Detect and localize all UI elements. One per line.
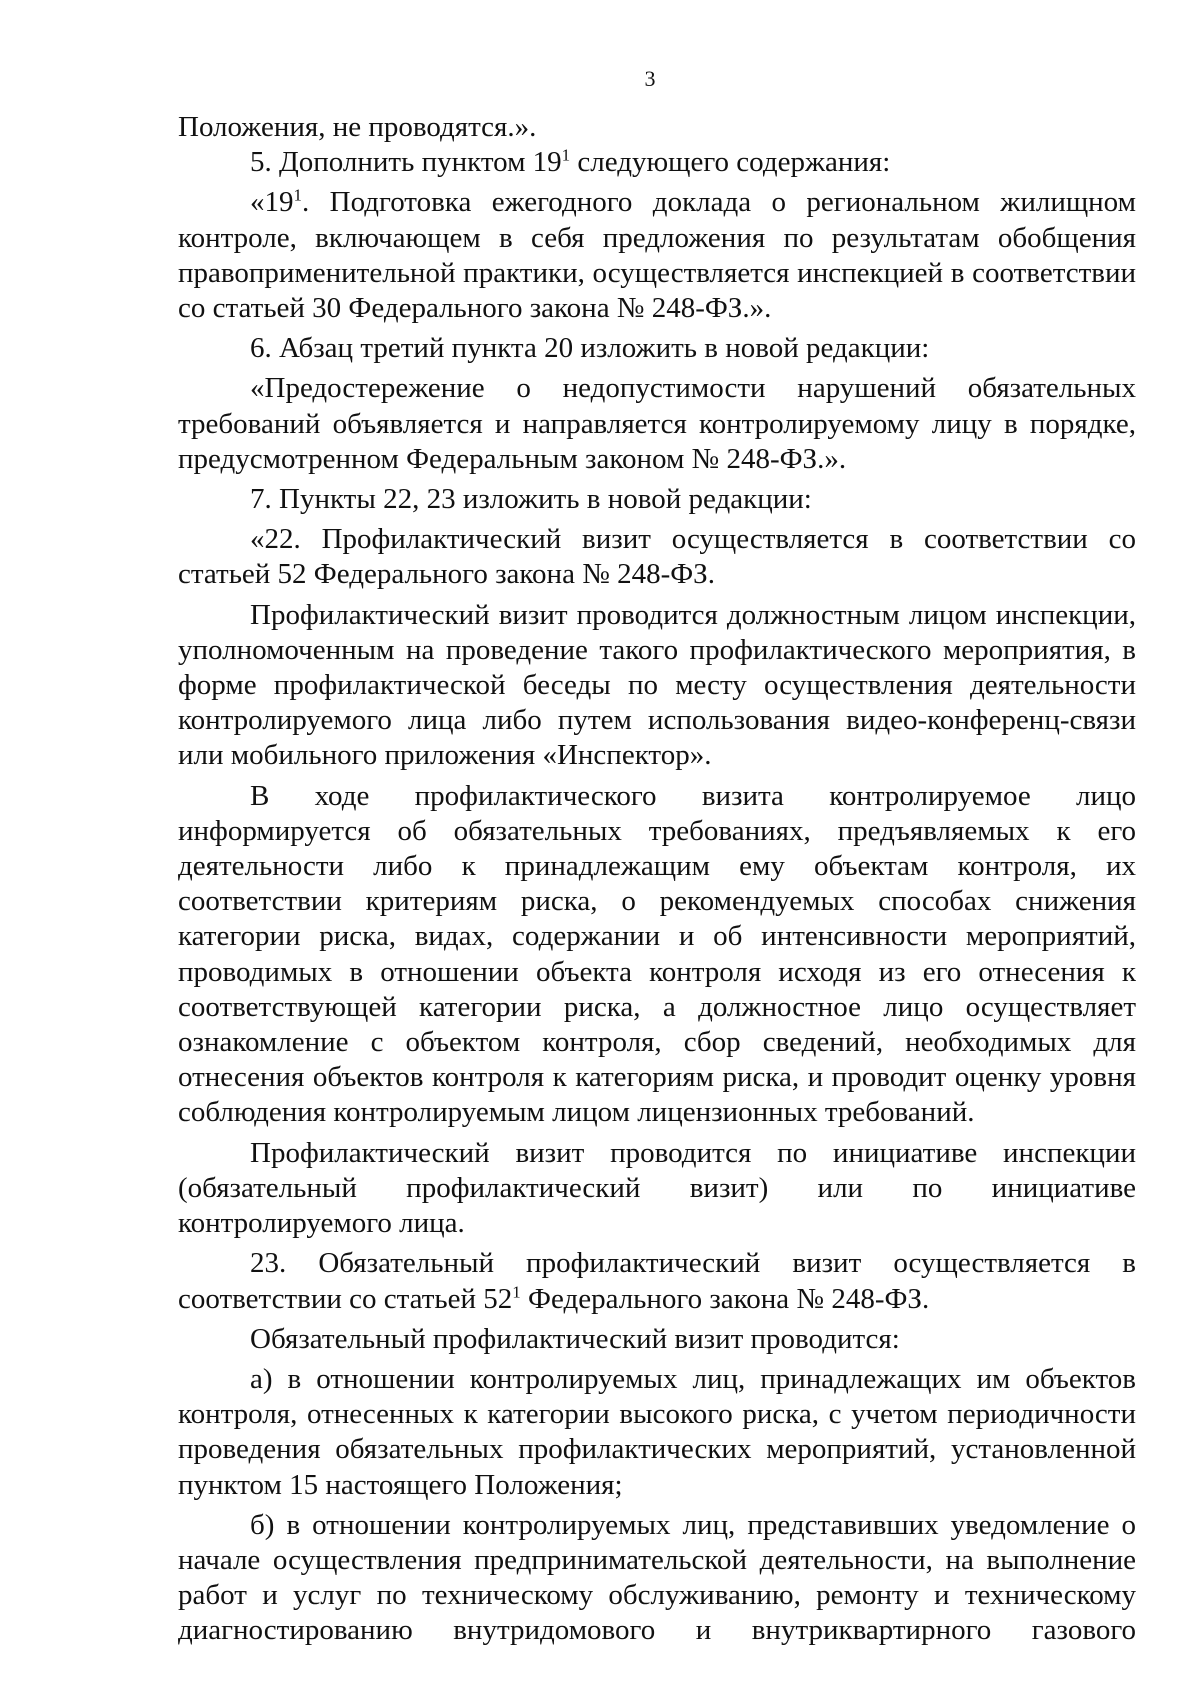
paragraph-visit-initiative: Профилактический визит проводится по инициативе инспекции (обязательный профилактический визит) или по инициативе контролируемого лица. xyxy=(178,1136,1136,1240)
paragraph-item-6: 6. Абзац третий пункта 20 изложить в новой редакции: xyxy=(250,332,930,365)
superscript: 1 xyxy=(561,145,571,165)
superscript: 1 xyxy=(293,185,302,205)
paragraph-text: 23. Обязательный профилактический визит осуществляется в соответствии со статьей 52 xyxy=(178,1247,1136,1315)
paragraph-text: «19 xyxy=(250,186,294,219)
page-number: 3 xyxy=(644,66,656,91)
paragraph-continuation: Положения, не проводятся.». xyxy=(178,111,537,143)
superscript: 1 xyxy=(512,1281,521,1301)
paragraph-item-22: «22. Профилактический визит осуществляется в соответствии со статьей 52 Федерального закона № 248-ФЗ. xyxy=(178,523,1136,591)
paragraph-subitem-b: б) в отношении контролируемых лиц, представивших уведомление о начале осуществления предпринимательской деятельности, на выполнение работ и услуг по техническому обслуживанию, ремонту и техническому диагностированию внутридомового и внутриквартирного газового xyxy=(178,1508,1136,1647)
paragraph-item-19-1 xyxy=(178,185,1136,326)
paragraph-text: 5. Дополнить пунктом 19 xyxy=(250,146,562,179)
document-body xyxy=(178,110,1136,1649)
paragraph-item-7: 7. Пункты 22, 23 изложить в новой редакции: xyxy=(250,483,812,516)
paragraph-subitem-a: а) в отношении контролируемых лиц, принадлежащих им объектов контроля, отнесенных к категории высокого риска, с учетом периодичности проведения обязательных профилактических мероприятий, установленной пунктом 15 настоящего Положения; xyxy=(178,1362,1136,1501)
paragraph-text: Федерального закона № 248-ФЗ. xyxy=(520,1282,930,1315)
paragraph-text: . Подготовка ежегодного доклада о региональном жилищном контроле, включающем в себя предложения по результатам обобщения правоприменительной практики, осуществляется инспекцией в соответствии со статьей 30 Федерального закона № 248-ФЗ.». xyxy=(178,186,1136,325)
paragraph-visit-content: В ходе профилактического визита контролируемое лицо информируется об обязательных требованиях, предъявляемых к его деятельности либо к принадлежащим ему объектам контроля, их соответствии критериям риска, о рекомендуемых способах снижения категории риска, видах, содержании и об интенсивности мероприятий, проводимых в отношении объекта контроля исходя из его отнесения к соответствующей категории риска, а должностное лицо осуществляет ознакомление с объектом контроля, сбор сведений, необходимых для отнесения объектов контроля к категориям риска, и проводит оценку уровня соблюдения контролируемым лицом лицензионных требований. xyxy=(178,779,1136,1129)
paragraph-warning: «Предостережение о недопустимости нарушений обязательных требований объявляется и направляется контролируемому лицу в порядке, предусмотренном Федеральным законом № 248-ФЗ.». xyxy=(178,372,1136,475)
paragraph-visit-conduct: Профилактический визит проводится должностным лицом инспекции, уполномоченным на проведение такого профилактического мероприятия, в форме профилактической беседы по месту осуществления деятельности контролируемого лица либо путем использования видео-конференц-связи или мобильного приложения «Инспектор». xyxy=(178,598,1136,772)
paragraph-mandatory-visit: Обязательный профилактический визит проводится: xyxy=(250,1322,900,1355)
paragraph-item-5 xyxy=(178,145,1136,180)
paragraph-item-23 xyxy=(178,1246,1136,1316)
paragraph-text: следующего содержания: xyxy=(570,146,891,179)
